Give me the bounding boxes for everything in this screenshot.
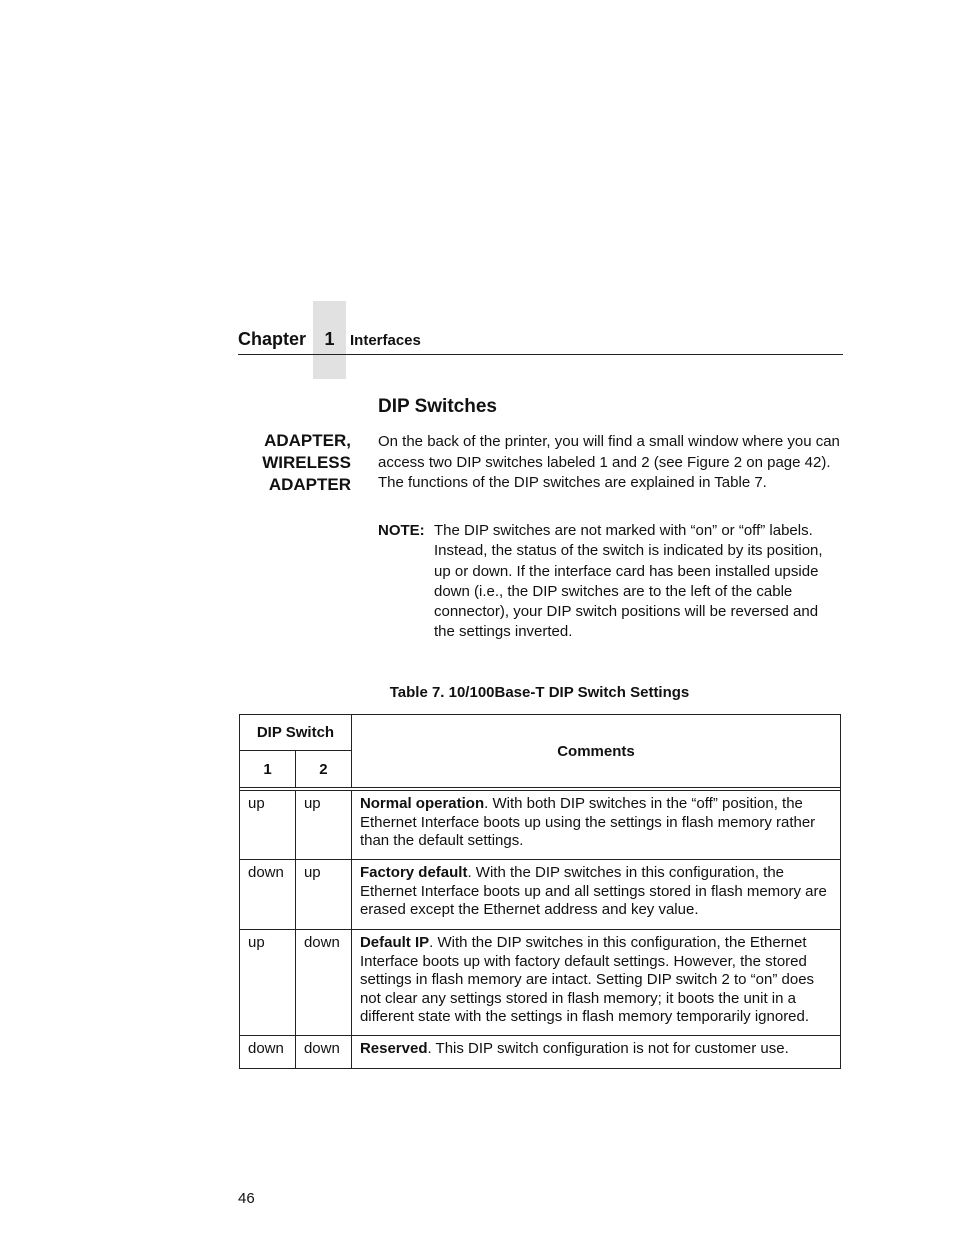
table-row xyxy=(240,1036,841,1069)
side-heading-line-3: ADAPTER xyxy=(268,475,351,494)
comment-cell xyxy=(351,930,840,1036)
comment-lead: Factory default xyxy=(359,864,468,881)
comment-cell xyxy=(351,1036,840,1069)
switch-1-cell: up xyxy=(240,930,296,1036)
side-heading-line-2: WIRELESS xyxy=(262,453,351,472)
switch-1-cell: down xyxy=(240,860,296,930)
switch-1-cell: down xyxy=(240,1036,296,1069)
chapter-label: Chapter xyxy=(238,329,307,349)
dip-switch-table xyxy=(239,714,841,1069)
header-dip-switch: DIP Switch xyxy=(240,715,352,751)
body-paragraph: On the back of the printer, you will find a small window where you can access two DIP switches labeled 1 and 2 (see Figure 2 on page 42). The functions of the DIP switches are explained in Table 7. xyxy=(378,433,840,491)
header-switch-1: 1 xyxy=(240,751,296,788)
note-label: NOTE: xyxy=(378,522,425,539)
comment-cell xyxy=(351,860,840,930)
page-number: 46 xyxy=(238,1190,255,1207)
comment-lead: Default IP xyxy=(359,934,430,951)
side-heading-line-1: ADAPTER, xyxy=(264,431,351,450)
table-row xyxy=(240,930,841,1036)
comment-lead: Reserved xyxy=(359,1040,428,1057)
switch-1-cell: up xyxy=(240,791,296,860)
switch-2-cell: down xyxy=(295,1036,351,1069)
comment-text: . With the DIP switches in this configuration, the Ethernet Interface boots up and all settings stored in flash memory are erased except the Ethernet address and key value. xyxy=(359,864,827,918)
table-row xyxy=(240,860,841,930)
chapter-number: 1 xyxy=(324,329,335,349)
switch-2-cell: up xyxy=(295,860,351,930)
comment-text: . With the DIP switches in this configuration, the Ethernet Interface boots up with factory default settings. However, the stored settings in flash memory are intact. Setting DIP switch 2 to “on” does not clear any settings stored in flash memory; it boots the unit in a different state with the settings in flash memory temporarily ignored. xyxy=(359,934,815,1025)
chapter-title: Interfaces xyxy=(350,332,421,349)
comment-text: . This DIP switch configuration is not for customer use. xyxy=(427,1040,789,1057)
table-caption: Table 7. 10/100Base-T DIP Switch Settings xyxy=(389,684,690,701)
side-heading xyxy=(238,430,351,496)
table-row xyxy=(240,791,841,860)
header-comments: Comments xyxy=(351,715,840,788)
section-heading: DIP Switches xyxy=(378,396,497,417)
comment-text: . With both DIP switches in the “off” position, the Ethernet Interface boots up using the settings in flash memory rather than the default settings. xyxy=(359,795,816,849)
switch-2-cell: down xyxy=(295,930,351,1036)
comment-lead: Normal operation xyxy=(359,795,485,812)
header-switch-2: 2 xyxy=(295,751,351,788)
note-text: The DIP switches are not marked with “on” or “off” labels. Instead, the status of the switch is indicated by its position, up or down. If the interface card has been installed upside down (i.e., the DIP switches are to the left of the cable connector), your DIP switch positions will be reversed and the settings inverted. xyxy=(434,522,823,641)
header-rule xyxy=(238,354,843,355)
comment-cell xyxy=(351,791,840,860)
switch-2-cell: up xyxy=(295,791,351,860)
